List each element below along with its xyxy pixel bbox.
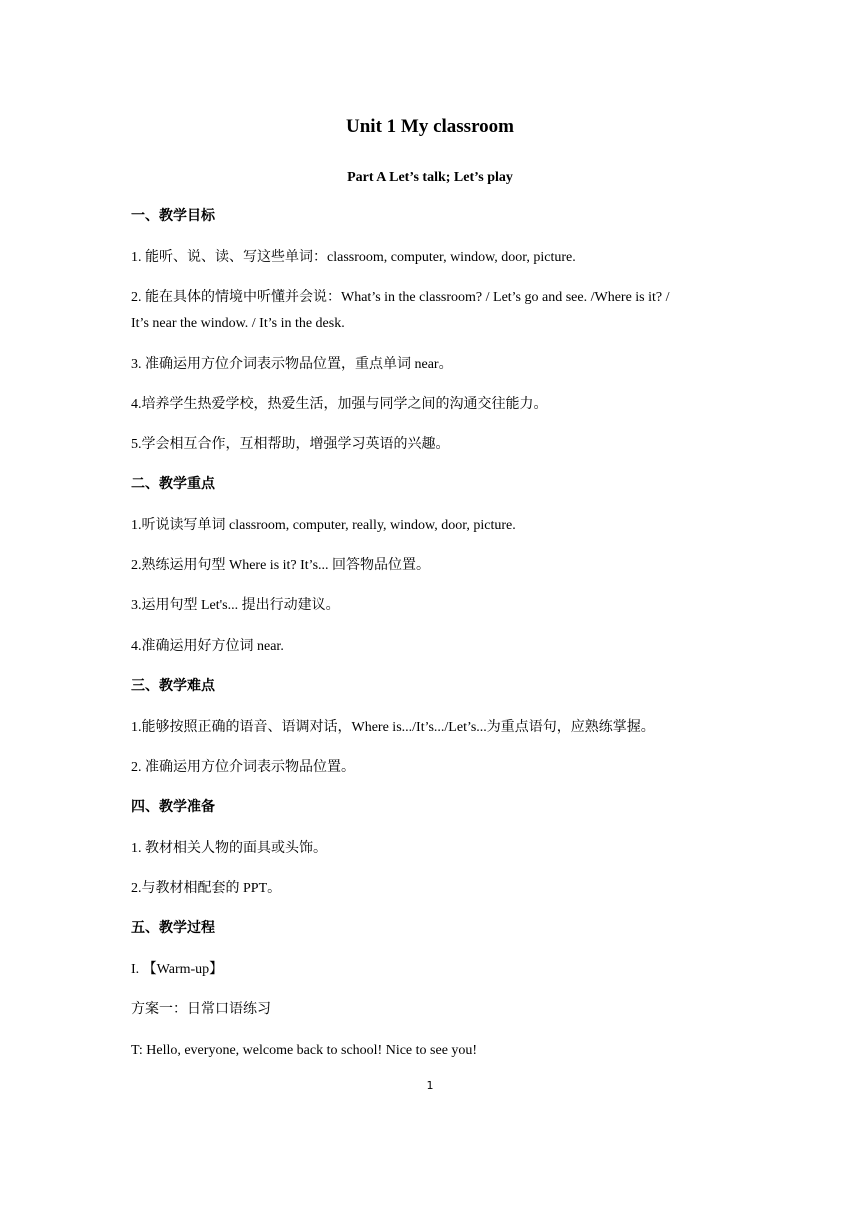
- page-number: 1: [426, 1079, 434, 1092]
- paragraph-line: 2. 准确运用方位介词表示物品位置。: [131, 760, 355, 775]
- paragraph-line: I. 【Warm-up】: [131, 962, 224, 977]
- paragraph-line: 3.运用句型 Let's... 提出行动建议。: [131, 598, 340, 613]
- paragraph-line: 2.熟练运用句型 Where is it? It’s... 回答物品位置。: [131, 558, 431, 573]
- paragraph-line: 1.能够按照正确的语音、语调对话，Where is.../It’s.../Let’s...为重点语句，应熟练掌握。: [131, 720, 655, 735]
- section-heading-objectives: 一、教学目标: [131, 209, 215, 224]
- paragraph-line: T: Hello, everyone, welcome back to school! Nice to see you!: [131, 1043, 478, 1058]
- section-heading-process: 五、教学过程: [131, 921, 215, 936]
- section-heading-key-points: 二、教学重点: [131, 477, 215, 492]
- paragraph-line: 2.与教材相配套的 PPT。: [131, 881, 282, 896]
- document-subtitle: Part A Let’s talk; Let’s play: [347, 170, 513, 185]
- paragraph-line: 4.准确运用好方位词 near.: [131, 639, 284, 654]
- document-title: Unit 1 My classroom: [346, 116, 514, 137]
- paragraph-line: 方案一：日常口语练习: [131, 1002, 271, 1017]
- paragraph-line: 1. 教材相关人物的面具或头饰。: [131, 841, 327, 856]
- paragraph-line: 3. 准确运用方位介词表示物品位置，重点单词 near。: [131, 357, 453, 372]
- paragraph-line: It’s near the window. / It’s in the desk.: [131, 316, 345, 331]
- paragraph-line: 1. 能听、说、读、写这些单词：classroom, computer, window, door, picture.: [131, 250, 576, 265]
- section-heading-difficulties: 三、教学难点: [131, 679, 215, 694]
- paragraph-line: 5.学会相互合作，互相帮助，增强学习英语的兴趣。: [131, 437, 450, 452]
- paragraph-line: 1.听说读写单词 classroom, computer, really, window, door, picture.: [131, 518, 516, 533]
- paragraph-line: 4.培养学生热爱学校，热爱生活，加强与同学之间的沟通交往能力。: [131, 397, 548, 412]
- section-heading-preparation: 四、教学准备: [131, 800, 215, 815]
- paragraph-line: 2. 能在具体的情境中听懂并会说：What’s in the classroom? / Let’s go and see. /Where is it? /: [131, 290, 670, 305]
